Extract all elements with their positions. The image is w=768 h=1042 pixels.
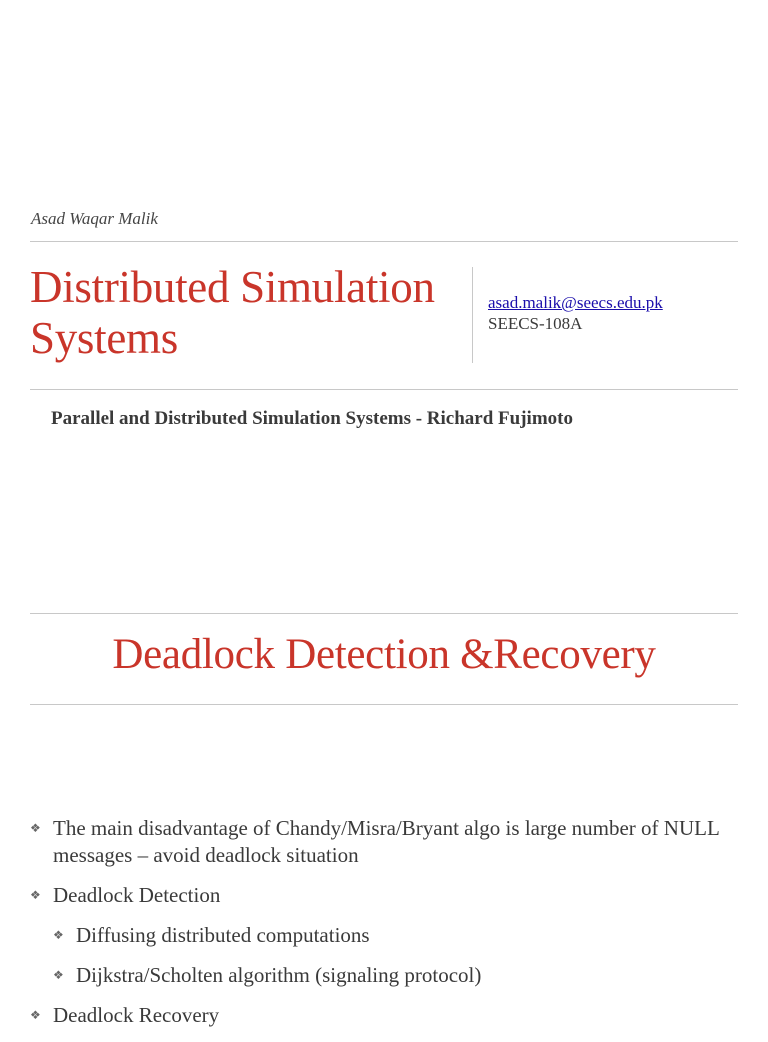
author-name: Asad Waqar Malik xyxy=(31,209,158,228)
reference-book: Parallel and Distributed Simulation Systems - Richard Fujimoto xyxy=(51,408,573,429)
office-room: SEECS-108A xyxy=(488,314,583,333)
list-item-text: Diffusing distributed computations xyxy=(76,923,370,947)
list-item xyxy=(30,1002,730,1029)
section-title: Deadlock Detection &Recovery xyxy=(112,631,656,678)
list-item-text: The main disadvantage of Chandy/Misra/Bryant algo is large number of NULL messages – avoid deadlock situation xyxy=(53,816,720,867)
list-item-text: Deadlock Recovery xyxy=(53,1003,220,1027)
vertical-divider xyxy=(472,267,473,363)
list-item-text: Dijkstra/Scholten algorithm (signaling protocol) xyxy=(76,963,482,987)
diamond-bullet-icon: ❖ xyxy=(30,821,41,835)
diamond-bullet-icon: ❖ xyxy=(53,968,64,982)
list-item xyxy=(53,922,730,949)
diamond-bullet-icon: ❖ xyxy=(53,928,64,942)
list-item xyxy=(53,962,730,989)
course-title: Distributed Simulation Systems xyxy=(30,262,435,363)
section-bottom-divider xyxy=(30,704,738,705)
list-item xyxy=(30,815,730,869)
bullet-list xyxy=(30,815,730,1042)
email-link[interactable]: asad.malik@seecs.edu.pk xyxy=(488,293,663,312)
diamond-bullet-icon: ❖ xyxy=(30,1008,41,1022)
contact-block xyxy=(488,292,663,334)
header-bottom-divider xyxy=(30,389,738,390)
diamond-bullet-icon: ❖ xyxy=(30,888,41,902)
section-top-divider xyxy=(30,613,738,614)
list-item-text: Deadlock Detection xyxy=(53,883,221,907)
top-divider xyxy=(30,241,738,242)
list-item xyxy=(30,882,730,909)
